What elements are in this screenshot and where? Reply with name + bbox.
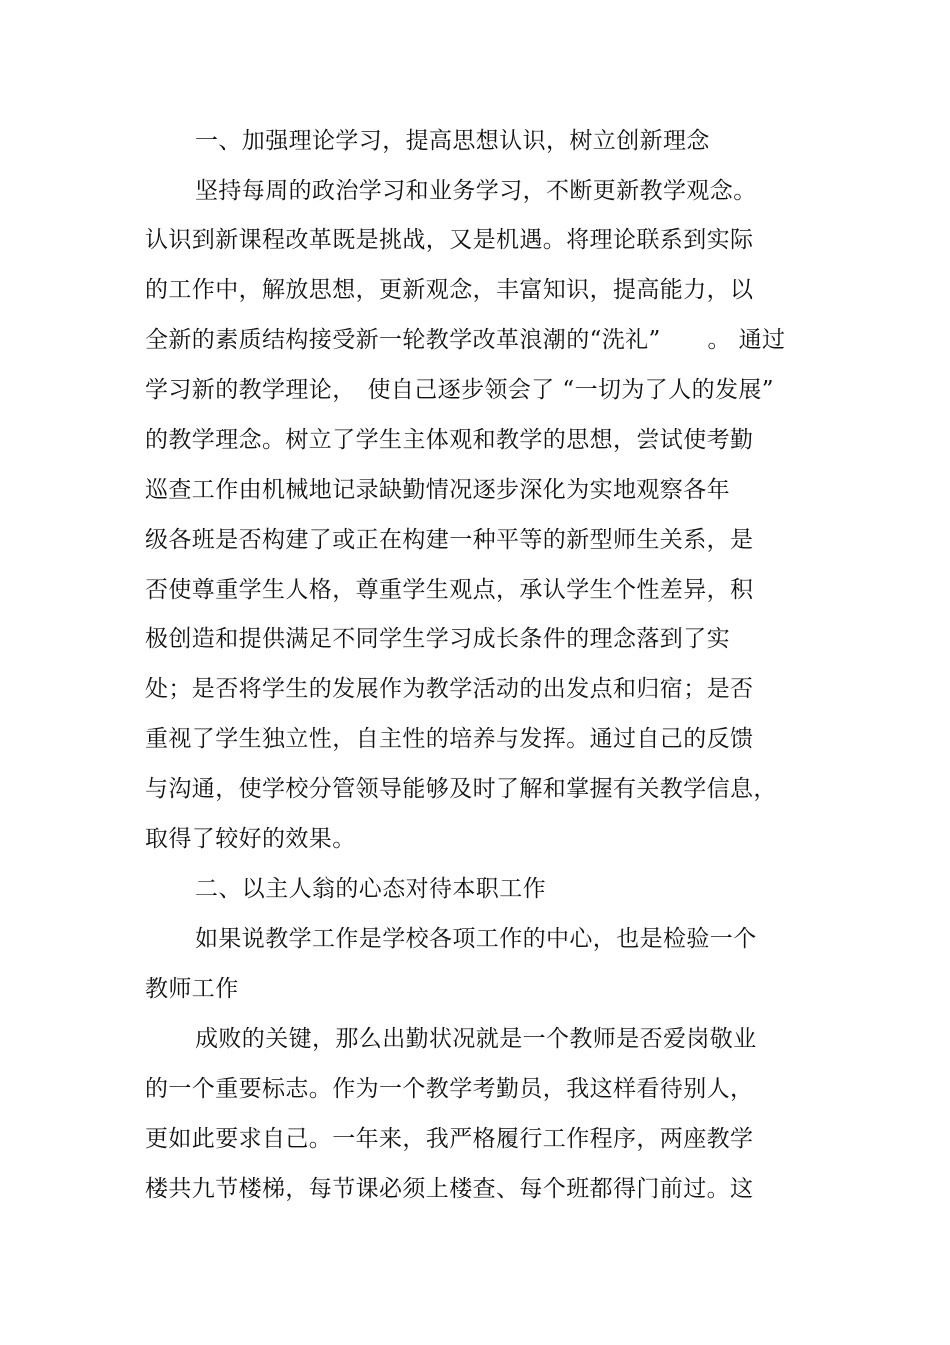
paragraph-line: 认识到新课程改革既是挑战，又是机遇。将理论联系到实际: [145, 227, 754, 253]
paragraph-line: 否使尊重学生人格，尊重学生观点，承认学生个性差异，积: [145, 577, 754, 603]
paragraph-line: 处；是否将学生的发展作为教学活动的出发点和归宿；是否: [145, 676, 754, 702]
paragraph-line: 取得了较好的效果。: [145, 826, 356, 852]
paragraph-line: 巡查工作由机械地记录缺勤情况逐步深化为实地观察各年: [145, 477, 730, 503]
paragraph-line: 学习新的教学理论， 使自己逐步领会了 “一切为了人的发展”: [145, 377, 774, 403]
heading-section-1: 一、加强理论学习，提高思想认识，树立创新理念: [195, 128, 710, 154]
paragraph-line: 级各班是否构建了或正在构建一种平等的新型师生关系，是: [145, 527, 754, 553]
paragraph-line: 楼共九节楼梯，每节课必须上楼查、每个班都得门前过。这: [145, 1176, 754, 1202]
paragraph-line: 的一个重要标志。作为一个教学考勤员，我这样看待别人，: [145, 1076, 754, 1102]
paragraph-line: 的工作中，解放思想，更新观念，丰富知识，提高能力，以: [145, 277, 754, 303]
paragraph-line: 全新的素质结构接受新一轮教学改革浪潮的“洗礼” 。 通过: [145, 327, 786, 353]
paragraph-line: 坚持每周的政治学习和业务学习，不断更新教学观念。: [195, 178, 757, 204]
paragraph-line: 更如此要求自己。一年来，我严格履行工作程序，两座教学: [145, 1126, 754, 1152]
paragraph-line: 极创造和提供满足不同学生学习成长条件的理念落到了实: [145, 626, 730, 652]
paragraph-line: 的教学理念。树立了学生主体观和教学的思想，尝试使考勤: [145, 427, 754, 453]
heading-section-2: 二、以主人翁的心态对待本职工作: [195, 876, 546, 902]
paragraph-line: 与沟通，使学校分管领导能够及时了解和掌握有关教学信息，: [145, 776, 777, 802]
paragraph-line: 成败的关键，那么出勤状况就是一个教师是否爱岗敬业: [195, 1026, 757, 1052]
paragraph-line: 如果说教学工作是学校各项工作的中心，也是检验一个: [195, 926, 757, 952]
paragraph-line: 教师工作: [145, 976, 239, 1002]
paragraph-line: 重视了学生独立性，自主性的培养与发挥。通过自己的反馈: [145, 726, 754, 752]
